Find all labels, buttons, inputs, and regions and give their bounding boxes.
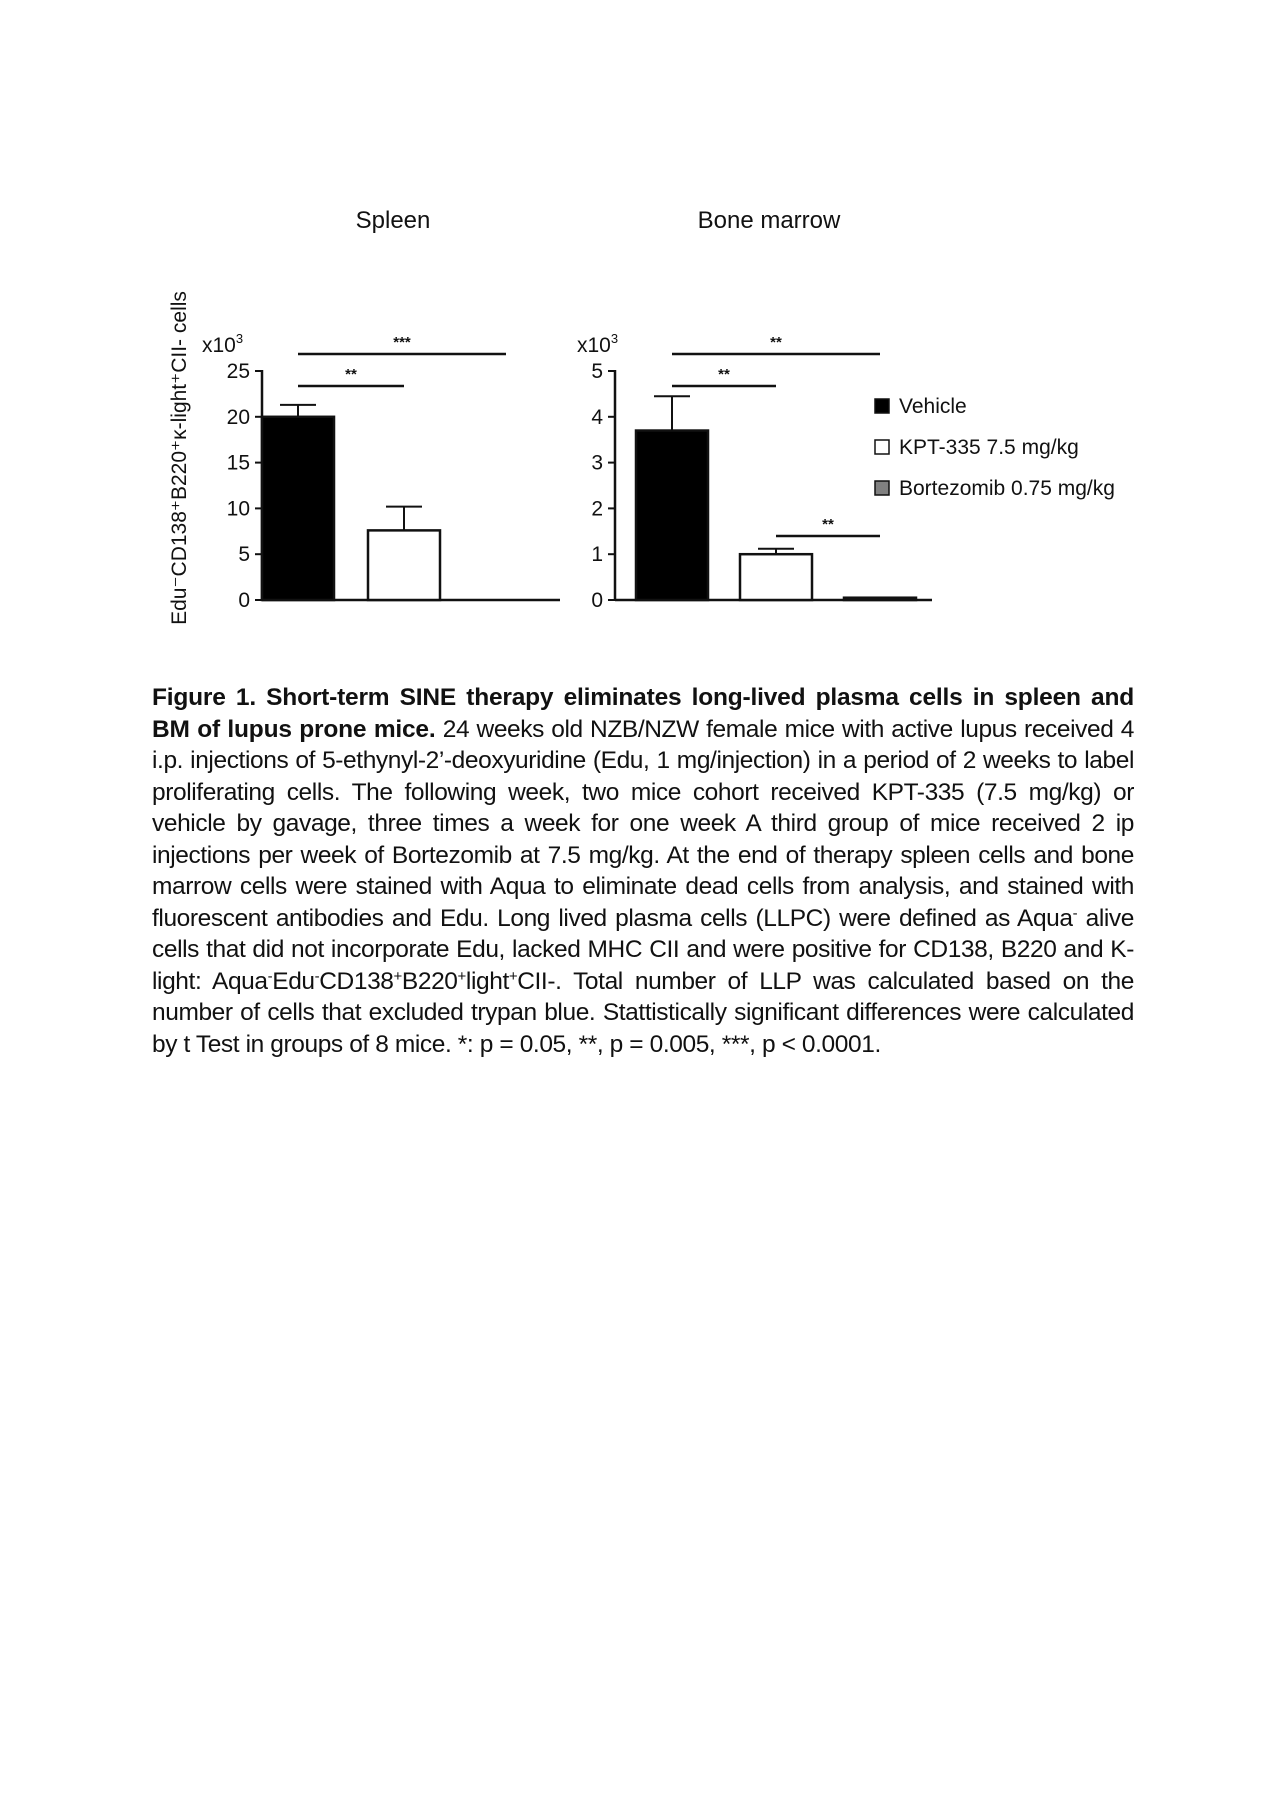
y-tick-label: 5 (591, 360, 603, 383)
significance-label: *** (393, 334, 411, 351)
legend (875, 395, 1115, 500)
y-axis-label: Edu⁻CD138⁺B220⁺κ-light⁺CII- cells (168, 291, 191, 625)
legend-swatch (875, 399, 889, 413)
y-tick-label: 4 (591, 405, 603, 429)
y-tick-label: 0 (238, 589, 250, 612)
caption-body-2: alive cells that did not incorporate Edu, lacked MHC CII and were positive for CD138, B220 and K-light: Aqua (152, 904, 1134, 995)
y-multiplier-exponent: 3 (235, 331, 244, 346)
y-tick-label: 0 (591, 589, 603, 612)
caption-sup-6: + (508, 967, 518, 985)
caption-sup-1: - (1072, 904, 1078, 922)
bar (844, 598, 916, 600)
y-tick-label: 25 (226, 360, 250, 383)
caption-body-1: 24 weeks old NZB/NZW female mice with active lupus received 4 i.p. injections of 5-ethynyl-2’-deoxyuridine (Edu, 1 mg/injection) in a period of 2 weeks to label proliferating cells. The following week, two mice cohort received KPT-335 (7.5 mg/kg) or vehicle by gavage, three times a week for one week A third group of mice received 2 ip injections per week of Bortezomib at 7.5 mg/kg. At the end of therapy spleen cells and bone marrow cells were stained with Aqua to eliminate dead cells from analysis, and stained with fluorescent antibodies and Edu. Long lived plasma cells (LLPC) were defined as Aqua (152, 715, 1134, 932)
caption-body-6: light (465, 967, 509, 995)
caption-sup-2: - (267, 967, 273, 985)
significance-label: ** (718, 366, 730, 383)
caption-body-4: CD138 (319, 967, 394, 995)
bar (636, 431, 708, 600)
y-multiplier: $x10^3$ (577, 331, 619, 357)
bar (262, 417, 334, 600)
y-tick-label: 20 (226, 405, 250, 429)
caption-sup-3: - (314, 967, 320, 985)
figure-caption (152, 682, 1134, 1060)
significance-label: ** (822, 516, 834, 533)
panel-title: Spleen (355, 207, 431, 234)
legend-label: Vehicle (899, 395, 967, 418)
legend-label: KPT-335 7.5 mg/kg (899, 436, 1079, 459)
figure-1-chart (0, 0, 1280, 680)
y-multiplier-exponent: 3 (610, 331, 619, 346)
legend-label: Bortezomib 0.75 mg/kg (899, 477, 1115, 500)
panel-title: Bone marrow (697, 207, 841, 234)
y-tick-label: 2 (591, 497, 603, 521)
y-tick-label: 5 (238, 543, 250, 567)
bar (368, 530, 440, 600)
y-tick-label: 10 (226, 497, 250, 521)
legend-swatch (875, 481, 889, 495)
caption-body-3: Edu (272, 967, 315, 995)
caption-body-7: CII-. Total number of LLP was calculated based on the number of cells that excluded trypan blue. Stattistically significant differences were calculated by t Test in groups of 8 mice. *: p = 0.05, **, p = 0.005, ***, p < 0.0001. (152, 967, 1134, 1058)
spleen-panel (202, 207, 560, 612)
legend-swatch (875, 440, 889, 454)
caption-body-5: B220 (401, 967, 458, 995)
caption-sup-4: + (393, 967, 402, 985)
y-multiplier: $x10^3$ (202, 331, 244, 357)
significance-label: ** (345, 366, 357, 383)
y-tick-label: 1 (591, 543, 603, 567)
y-tick-label: 15 (226, 451, 250, 475)
significance-label: ** (770, 334, 782, 351)
caption-title: Figure 1. Short-term SINE therapy eliminates long-lived plasma cells in spleen and BM of lupus prone mice. (152, 684, 1134, 743)
bar (740, 554, 812, 600)
y-tick-label: 3 (591, 451, 603, 475)
caption-sup-5: + (457, 967, 466, 985)
